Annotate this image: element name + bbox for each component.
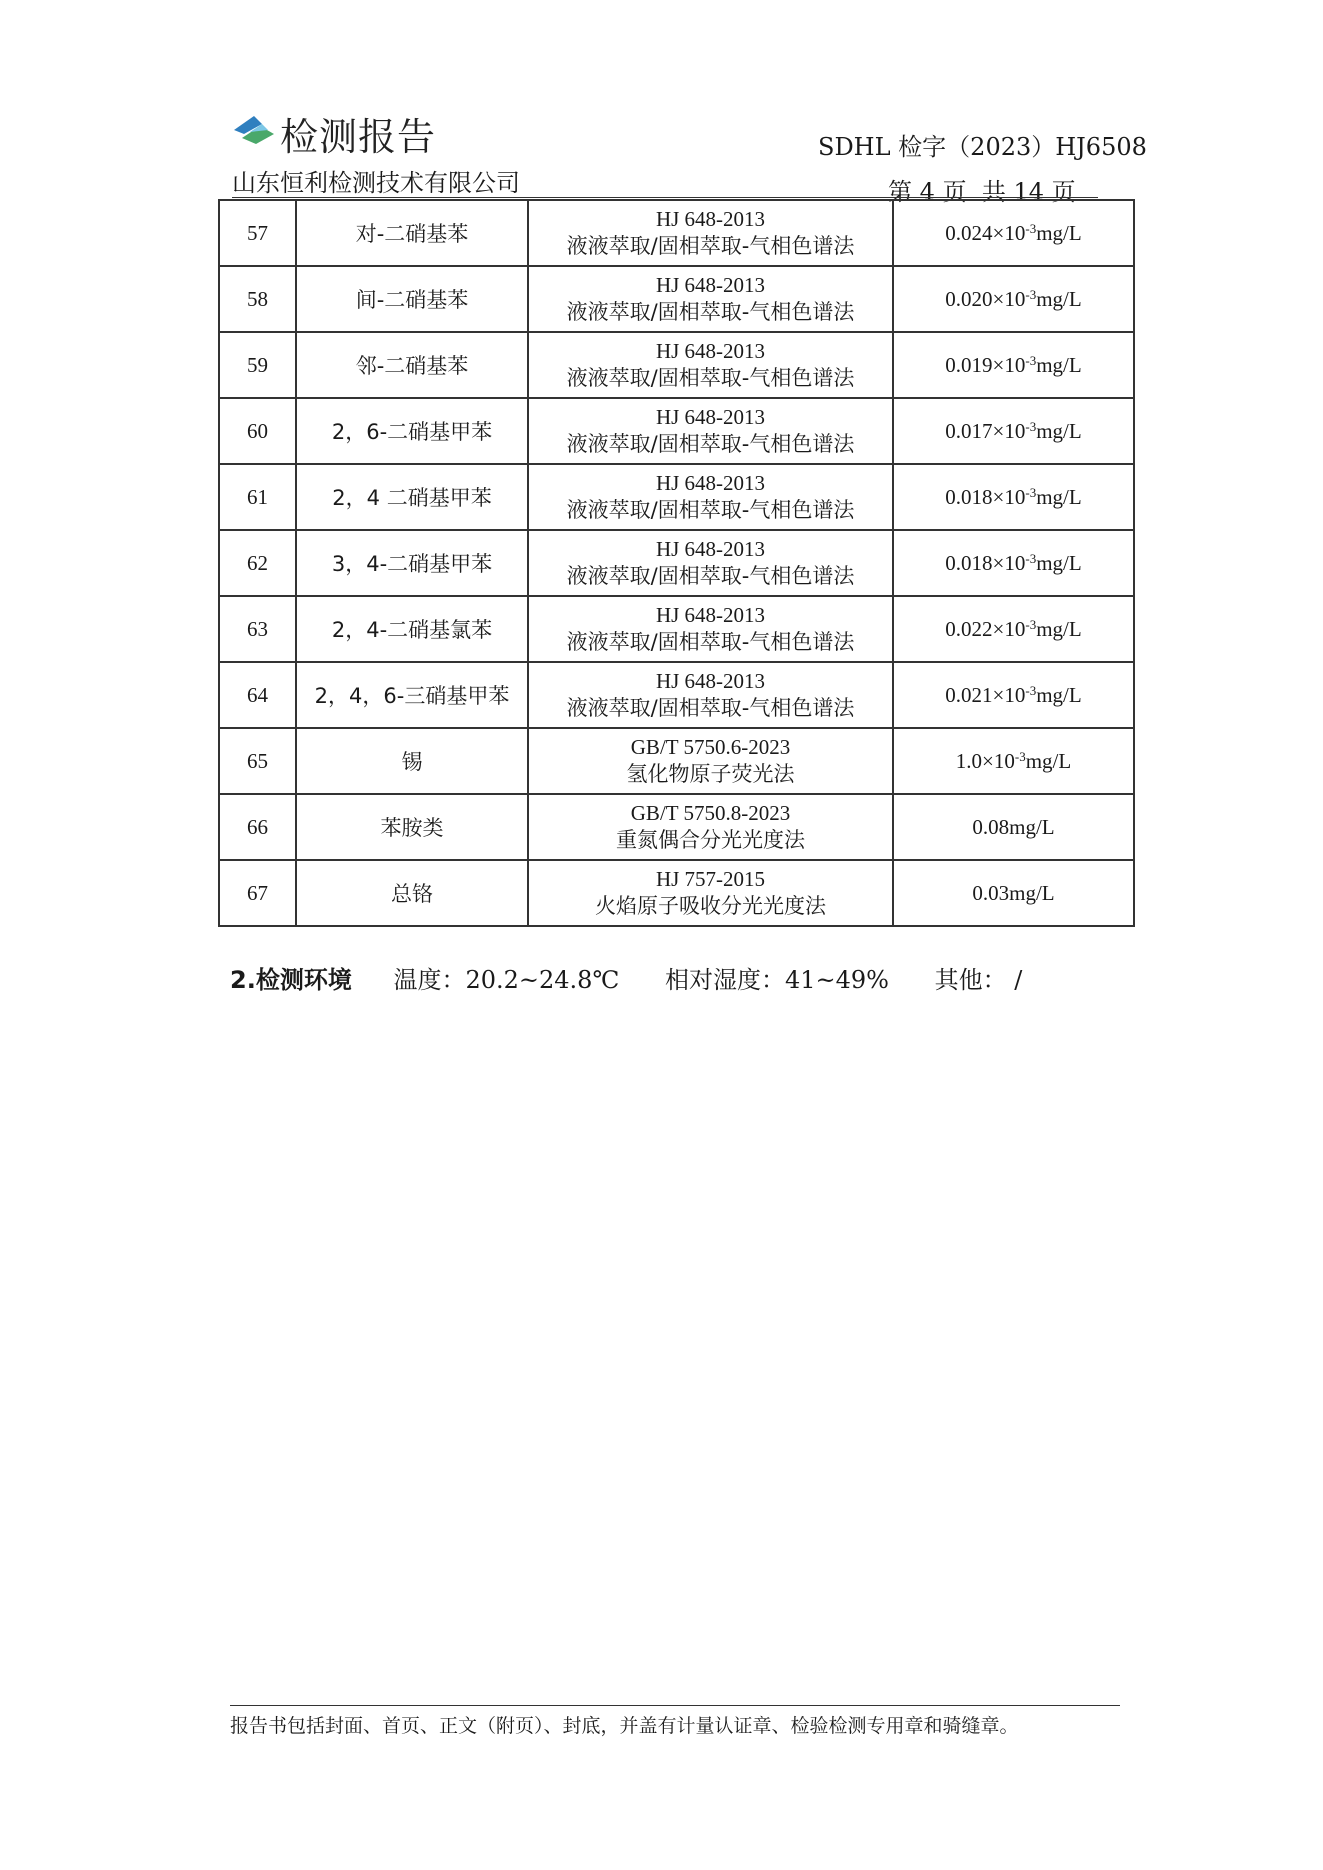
limit-value: 0.03mg/L (972, 880, 1055, 905)
results-table (218, 199, 1135, 927)
detection-limit (893, 332, 1134, 398)
method-standard: HJ 648-2013 (655, 339, 766, 363)
row-number: 67 (219, 860, 296, 926)
page-middle: 页 共 (942, 178, 1006, 206)
method-cell (528, 860, 893, 926)
limit-exponent: -3 (1025, 286, 1037, 302)
test-item: 邻-二硝基苯 (296, 332, 528, 398)
row-number: 57 (219, 200, 296, 266)
method-cell (528, 200, 893, 266)
test-item: 3，4-二硝基甲苯 (296, 530, 528, 596)
method-standard: HJ 648-2013 (655, 273, 766, 297)
header-rule (232, 197, 1098, 198)
test-item: 锡 (296, 728, 528, 794)
limit-unit: mg/L (1036, 616, 1082, 641)
limit-value: 0.017×10 (945, 418, 1026, 443)
limit-exponent: -3 (1025, 682, 1037, 698)
table-row (219, 596, 1134, 662)
method-cell (528, 662, 893, 728)
method-standard: GB/T 5750.6-2023 (630, 735, 791, 759)
test-item: 2，4，6-三硝基甲苯 (296, 662, 528, 728)
method-cell (528, 464, 893, 530)
detection-limit (893, 662, 1134, 728)
method-cell (528, 266, 893, 332)
table-row (219, 794, 1134, 860)
method-standard: HJ 648-2013 (655, 207, 766, 231)
limit-unit: mg/L (1036, 286, 1082, 311)
method-standard: GB/T 5750.8-2023 (630, 801, 791, 825)
page-total: 14 (1013, 178, 1045, 206)
footer-note: 报告书包括封面、首页、正文（附页）、封底，并盖有计量认证章、检验检测专用章和骑缝章。 (230, 1715, 1019, 1737)
table-row (219, 530, 1134, 596)
row-number: 61 (219, 464, 296, 530)
table-row (219, 860, 1134, 926)
table-row (219, 662, 1134, 728)
method-cell (528, 794, 893, 860)
environment-label: 2.检测环境 (230, 966, 352, 994)
row-number: 60 (219, 398, 296, 464)
detection-limit (893, 860, 1134, 926)
company-name: 山东恒利检测技术有限公司 (232, 169, 520, 197)
limit-value: 0.08mg/L (972, 814, 1055, 839)
method-standard: HJ 648-2013 (655, 603, 766, 627)
method-standard: HJ 648-2013 (655, 669, 766, 693)
detection-limit (893, 530, 1134, 596)
method-description: 重氮偶合分光光度法 (616, 828, 805, 852)
limit-exponent: -3 (1025, 484, 1037, 500)
method-description: 液液萃取/固相萃取-气相色谱法 (566, 630, 855, 654)
test-item: 对-二硝基苯 (296, 200, 528, 266)
company-logo-icon (232, 112, 276, 146)
test-item: 2，6-二硝基甲苯 (296, 398, 528, 464)
limit-exponent: -3 (1025, 550, 1037, 566)
detection-limit (893, 464, 1134, 530)
method-standard: HJ 648-2013 (655, 537, 766, 561)
table-row (219, 332, 1134, 398)
row-number: 66 (219, 794, 296, 860)
test-item: 总铬 (296, 860, 528, 926)
limit-exponent: -3 (1025, 616, 1037, 632)
limit-exponent: -3 (1025, 418, 1037, 434)
limit-value: 0.022×10 (945, 616, 1026, 641)
row-number: 59 (219, 332, 296, 398)
method-description: 氢化物原子荧光法 (626, 762, 795, 786)
limit-unit: mg/L (1036, 550, 1082, 575)
method-description: 液液萃取/固相萃取-气相色谱法 (566, 234, 855, 258)
detection-limit (893, 266, 1134, 332)
page-suffix: 页 (1051, 178, 1076, 206)
detection-limit (893, 728, 1134, 794)
method-cell (528, 398, 893, 464)
page-current: 4 (919, 178, 935, 206)
doc-title: 检测报告 (280, 115, 437, 159)
row-number: 58 (219, 266, 296, 332)
test-environment (230, 960, 1022, 995)
method-standard: HJ 757-2015 (655, 867, 766, 891)
limit-value: 0.018×10 (945, 484, 1026, 509)
temperature: 温度：20.2~24.8℃ (393, 966, 620, 994)
limit-unit: mg/L (1036, 484, 1082, 509)
limit-value: 1.0×10 (955, 748, 1015, 773)
limit-value: 0.024×10 (945, 220, 1026, 245)
row-number: 65 (219, 728, 296, 794)
limit-exponent: -3 (1025, 352, 1037, 368)
limit-value: 0.021×10 (945, 682, 1026, 707)
row-number: 62 (219, 530, 296, 596)
test-item: 2，4 二硝基甲苯 (296, 464, 528, 530)
limit-value: 0.020×10 (945, 286, 1026, 311)
limit-unit: mg/L (1025, 748, 1072, 773)
limit-value: 0.018×10 (945, 550, 1026, 575)
method-description: 液液萃取/固相萃取-气相色谱法 (566, 300, 855, 324)
limit-value: 0.019×10 (945, 352, 1026, 377)
detection-limit (893, 596, 1134, 662)
test-item: 间-二硝基苯 (296, 266, 528, 332)
method-cell (528, 530, 893, 596)
row-number: 63 (219, 596, 296, 662)
limit-exponent: -3 (1025, 220, 1037, 236)
limit-unit: mg/L (1036, 220, 1082, 245)
report-number: SDHL 检字（2023）HJ6508 (818, 133, 1147, 161)
page-prefix: 第 (888, 178, 912, 206)
table-row (219, 464, 1134, 530)
method-standard: HJ 648-2013 (655, 405, 766, 429)
method-standard: HJ 648-2013 (655, 471, 766, 495)
method-description: 液液萃取/固相萃取-气相色谱法 (566, 432, 855, 456)
row-number: 64 (219, 662, 296, 728)
method-description: 液液萃取/固相萃取-气相色谱法 (566, 564, 855, 588)
table-row (219, 200, 1134, 266)
detection-limit (893, 794, 1134, 860)
test-item: 苯胺类 (296, 794, 528, 860)
humidity: 相对湿度：41~49% (664, 966, 889, 994)
method-cell (528, 332, 893, 398)
detection-limit (893, 200, 1134, 266)
method-description: 液液萃取/固相萃取-气相色谱法 (566, 498, 855, 522)
limit-exponent: -3 (1014, 748, 1026, 764)
test-item: 2，4-二硝基氯苯 (296, 596, 528, 662)
table-row (219, 266, 1134, 332)
table-row (219, 398, 1134, 464)
footer-rule (230, 1705, 1120, 1706)
limit-unit: mg/L (1036, 352, 1082, 377)
limit-unit: mg/L (1036, 418, 1082, 443)
table-row (219, 728, 1134, 794)
detection-limit (893, 398, 1134, 464)
method-description: 液液萃取/固相萃取-气相色谱法 (566, 366, 855, 390)
limit-unit: mg/L (1036, 682, 1082, 707)
method-cell (528, 596, 893, 662)
method-cell (528, 728, 893, 794)
method-description: 火焰原子吸收分光光度法 (595, 894, 826, 918)
other-conditions: 其他： / (934, 966, 1023, 994)
method-description: 液液萃取/固相萃取-气相色谱法 (566, 696, 855, 720)
